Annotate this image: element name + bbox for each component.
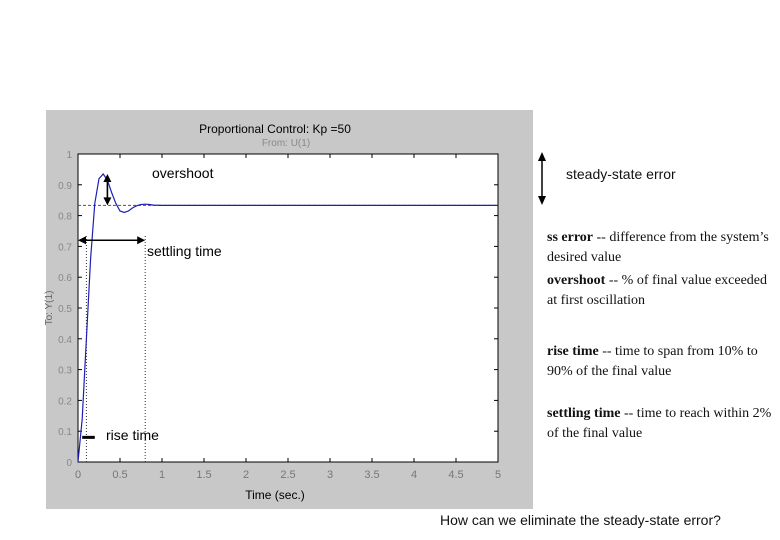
def-settling-time: settling time -- time to reach within 2% of the final value <box>547 406 772 441</box>
overshoot-label: overshoot <box>152 165 214 181</box>
def-ss-error: ss error -- difference from the system’s desired value <box>547 230 769 265</box>
x-tick-label: 4 <box>410 469 418 481</box>
plot-area <box>78 154 498 462</box>
x-tick-label: 5 <box>494 469 502 481</box>
x-tick-label: 4.5 <box>448 469 464 481</box>
y-tick-label: 0.3 <box>58 365 72 377</box>
def-rise-time: rise time -- time to span from 10% to 90% of the final value <box>547 344 758 379</box>
y-tick-label: 0.7 <box>58 242 72 254</box>
settling-time-label: settling time <box>147 243 222 259</box>
x-tick-label: 2 <box>242 469 250 481</box>
y-tick-label: 1 <box>66 150 72 161</box>
y-axis-label: To: Y(1) <box>44 290 55 326</box>
y-tick-label: 0.5 <box>58 304 72 315</box>
y-tick-label: 0.8 <box>58 211 72 223</box>
x-tick-label: 1.5 <box>196 469 212 481</box>
x-tick-label: 3.5 <box>364 469 380 481</box>
chart-subtitle: From: U(1) <box>261 138 311 149</box>
x-tick-label: 1 <box>158 469 166 481</box>
y-tick-label: 0.1 <box>58 427 72 439</box>
rise-time-label: rise time <box>106 427 159 443</box>
x-tick-label: 2.5 <box>280 469 296 481</box>
x-tick-label: 0 <box>74 469 82 481</box>
steady-state-error-label: steady-state error <box>566 166 676 182</box>
y-tick-label: 0.9 <box>58 180 72 192</box>
x-tick-label: 0.5 <box>112 469 128 481</box>
y-tick-label: 0 <box>66 458 72 469</box>
x-tick-label: 3 <box>326 469 334 481</box>
def-overshoot: overshoot -- % of final value exceeded at first oscillation <box>547 273 768 308</box>
ss-error-arrow <box>538 152 546 205</box>
chart-title: Proportional Control: Kp =50 <box>199 122 351 136</box>
question-text: How can we eliminate the steady-state error? <box>440 512 721 528</box>
y-tick-label: 0.2 <box>58 396 72 408</box>
y-tick-label: 0.4 <box>58 334 72 346</box>
y-tick-label: 0.6 <box>58 273 72 285</box>
x-axis-label: Time (sec.) <box>245 488 305 502</box>
